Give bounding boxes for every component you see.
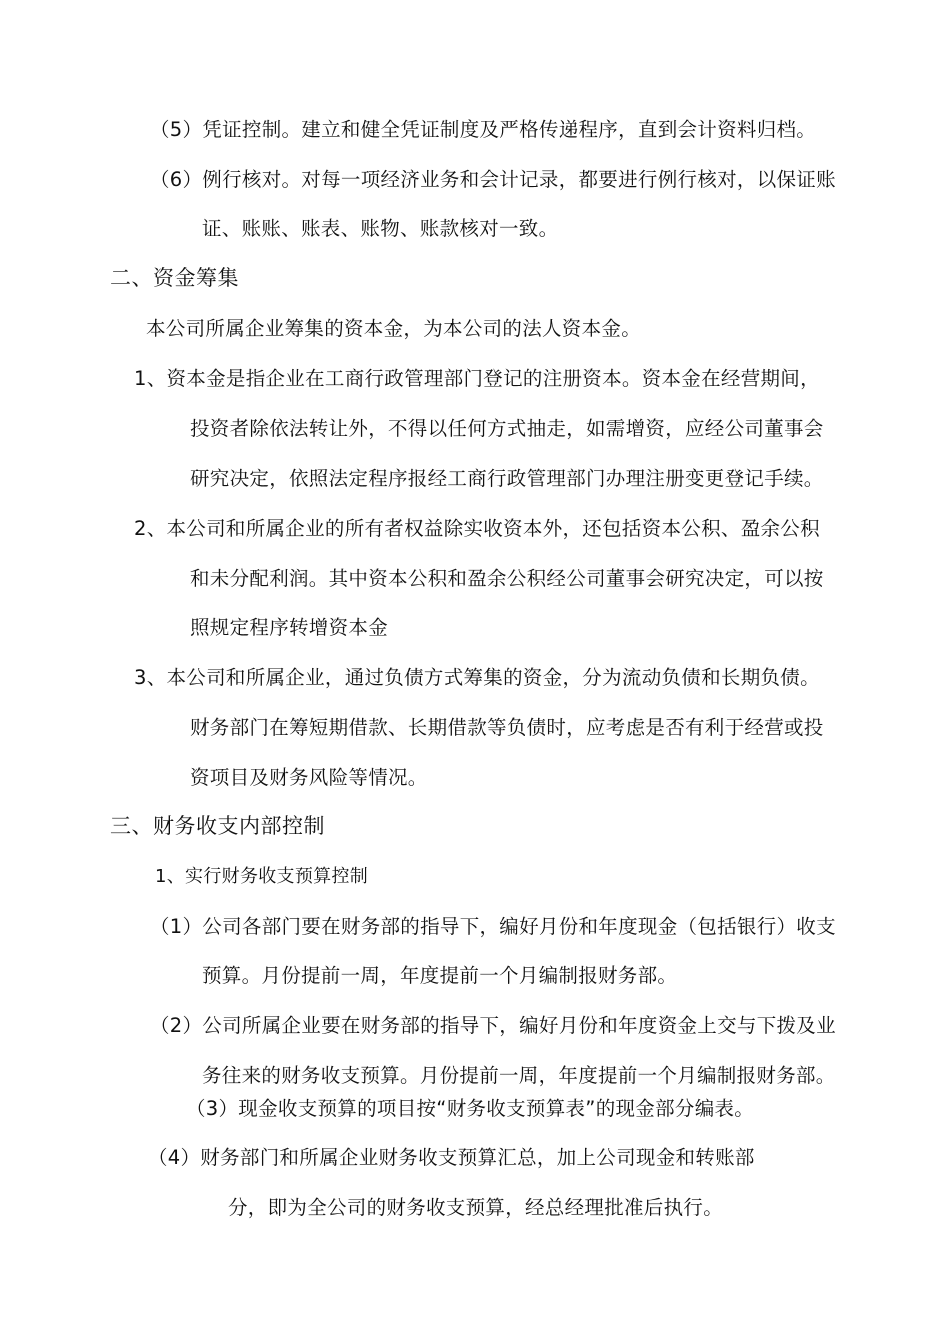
paragraph-line: 投资者除依法转让外，不得以任何方式抽走，如需增资，应经公司董事会 bbox=[190, 417, 824, 440]
section-heading: 三、财务收支内部控制 bbox=[110, 814, 325, 838]
section-heading: 二、资金筹集 bbox=[110, 266, 239, 290]
paragraph-line: 财务部门在筹短期借款、长期借款等负债时，应考虑是否有利于经营或投 bbox=[190, 716, 824, 739]
paragraph-line: 务往来的财务收支预算。月份提前一周，年度提前一个月编制报财务部。 bbox=[202, 1064, 836, 1087]
paragraph-line: 证、账账、账表、账物、账款核对一致。 bbox=[202, 217, 559, 240]
paragraph-line: 3、本公司和所属企业，通过负债方式筹集的资金，分为流动负债和长期负债。 bbox=[134, 666, 820, 689]
paragraph-line: 资项目及财务风险等情况。 bbox=[190, 766, 428, 789]
paragraph-line: （5）凭证控制。建立和健全凭证制度及严格传递程序，直到会计资料归档。 bbox=[150, 118, 817, 141]
paragraph-line: （3）现金收支预算的项目按“财务收支预算表”的现金部分编表。 bbox=[186, 1097, 755, 1120]
paragraph-line: （6）例行核对。对每一项经济业务和会计记录，都要进行例行核对，以保证账 bbox=[150, 168, 836, 191]
subsection-heading: 1、实行财务收支预算控制 bbox=[155, 866, 369, 887]
paragraph-line: （4）财务部门和所属企业财务收支预算汇总，加上公司现金和转账部 bbox=[148, 1146, 755, 1169]
paragraph-line: 和未分配利润。其中资本公积和盈余公积经公司董事会研究决定，可以按 bbox=[190, 567, 824, 590]
paragraph-line: 分，即为全公司的财务收支预算，经总经理批准后执行。 bbox=[228, 1196, 724, 1219]
paragraph-line: （2）公司所属企业要在财务部的指导下，编好月份和年度资金上交与下拨及业 bbox=[150, 1014, 836, 1037]
paragraph-line: 预算。月份提前一周，年度提前一个月编制报财务部。 bbox=[202, 964, 678, 987]
paragraph-line: 1、资本金是指企业在工商行政管理部门登记的注册资本。资本金在经营期间， bbox=[134, 367, 820, 390]
paragraph-line: 研究决定，依照法定程序报经工商行政管理部门办理注册变更登记手续。 bbox=[190, 467, 824, 490]
paragraph-line: 照规定程序转增资本金 bbox=[190, 616, 389, 639]
paragraph-line: （1）公司各部门要在财务部的指导下，编好月份和年度现金（包括银行）收支 bbox=[150, 915, 836, 938]
paragraph-line: 本公司所属企业筹集的资本金，为本公司的法人资本金。 bbox=[146, 317, 642, 340]
paragraph-line: 2、本公司和所属企业的所有者权益除实收资本外，还包括资本公积、盈余公积 bbox=[134, 517, 820, 540]
